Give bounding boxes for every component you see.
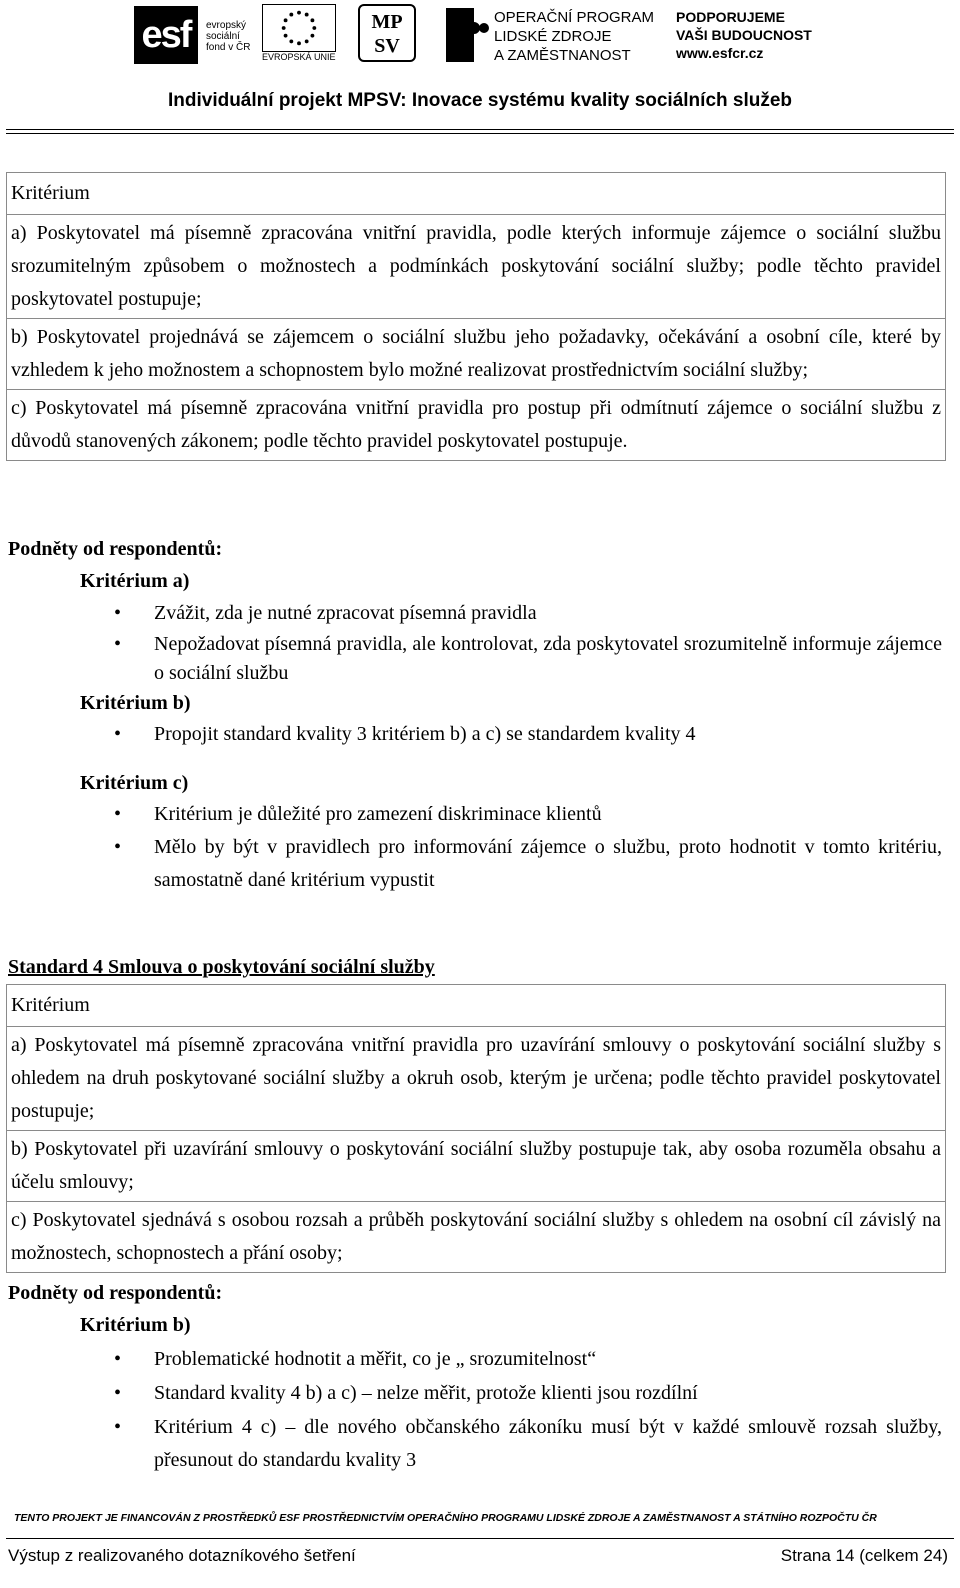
puzzle-icon [444,4,490,64]
criterion-c: c) Poskytovatel má písemně zpracována vnitřní pravidla pro postup při odmítnutí zájemce o sociální službu z důvodů stanovených zákonem; podle těchto pravidel poskytovatel postupuje. [11,397,941,452]
group-heading: Kritérium c) [80,772,189,794]
eu-logo-text: EVROPSKÁ UNIE [262,52,336,62]
list-item: • Zvážit, zda je nutné zpracovat písemná pravidla [120,597,942,630]
page-number: Strana 14 (celkem 24) [780,1546,948,1565]
list-item: • Kritérium 4 c) – dle nového občanského zákoníku musí být v každé smlouvě rozsah služby, přesunout do standardu kvality 3 [120,1411,942,1477]
criteria-box-heading: Kritérium [7,173,945,215]
esf-logo [134,6,254,66]
group-heading: Kritérium a) [80,570,190,592]
section-title: Standard 4 Smlouva o poskytování sociální služby [8,956,435,978]
group-heading: Kritérium b) [80,692,191,714]
eu-flag-icon [262,4,336,52]
mpsv-logo: MP SV [358,4,418,64]
list-item: • Propojit standard kvality 3 kritériem b) a c) se standardem kvality 4 [120,718,942,751]
criterion-a: a) Poskytovatel má písemně zpracována vnitřní pravidla, podle kterých informuje zájemce o sociální službu srozumitelným způsobem o možnostech a podmínkách poskytování sociální služby; podle těchto pravidel poskytovatel postupuje; [7,215,945,319]
criterion-b: b) Poskytovatel při uzavírání smlouvy o poskytování sociální služby postupuje tak, aby osoba rozuměla obsahu a účelu smlouvy; [7,1131,945,1202]
support-logo: PODPORUJEME VAŠI BUDOUCNOST www.esfcr.cz [676,9,812,61]
criterion-a: a) Poskytovatel má písemně zpracována vnitřní pravidla pro uzavírání smlouvy o poskytování sociální služby s ohledem na druh poskytované sociální služby a okruh osob, kterým je určena; podle těchto pravidel poskytovatel postupuje; [7,1027,945,1131]
list-item: • Kritérium je důležité pro zamezení diskriminace klientů [120,798,942,831]
op-logo-text: OPERAČNÍ PROGRAM LIDSKÉ ZDROJE A ZAMĚSTNANOST [494,9,655,64]
list-item: • Nepožadovat písemná pravidla, ale kontrolovat, zda poskytovatel srozumitelně informuje zájemce o sociální službu [120,630,942,688]
list-item: • Mělo by být v pravidlech pro informování zájemce o službu, proto hodnotit v tomto kritériu, samostatně dané kritérium vypustit [120,831,942,897]
criteria-box [6,172,946,461]
footer-document-title: Výstup z realizovaného dotazníkového šetření [8,1546,356,1565]
criterion-b: b) Poskytovatel projednává se zájemcem o sociální službu jeho požadavky, očekávání a osobní cíle, které by vzhledem k jeho možnostem a schopnostem bylo možné realizovat prostřednictvím sociální služby; [7,319,945,390]
list-item: • Standard kvality 4 b) a c) – nelze měřit, protože klienti jsou rozdílní [120,1377,942,1410]
footer-divider [6,1538,954,1539]
responses-heading: Podněty od respondentů: [8,1282,223,1304]
header-divider [6,129,954,134]
criterion-c: c) Poskytovatel sjednává s osobou rozsah a průběh poskytování sociální služby s ohledem na osobní cíl závislý na možnostech, schopnostech a přání osoby; [11,1209,941,1264]
esf-mark: esf [134,6,198,64]
esf-logo-text: evropský sociální fond v ČR [206,20,251,53]
op-logo [444,4,664,68]
criteria-box-heading: Kritérium [7,985,945,1027]
group-heading: Kritérium b) [80,1314,191,1336]
project-title: Individuální projekt MPSV: Inovace systému kvality sociálních služeb [167,90,793,111]
criteria-box [6,984,946,1273]
eu-logo [262,4,336,64]
list-item: • Problematické hodnotit a měřit, co je „ srozumitelnost“ [120,1343,942,1376]
responses-heading: Podněty od respondentů: [8,538,223,560]
header-logos [0,0,960,82]
funding-note: TENTO PROJEKT JE FINANCOVÁN Z PROSTŘEDKŮ ESF PROSTŘEDNICTVÍM OPERAČNÍHO PROGRAMU LIDSKÉ ZDROJE A ZAMĚSTNANOST A STÁTNÍHO ROZPOČTU ČR [14,1512,877,1524]
